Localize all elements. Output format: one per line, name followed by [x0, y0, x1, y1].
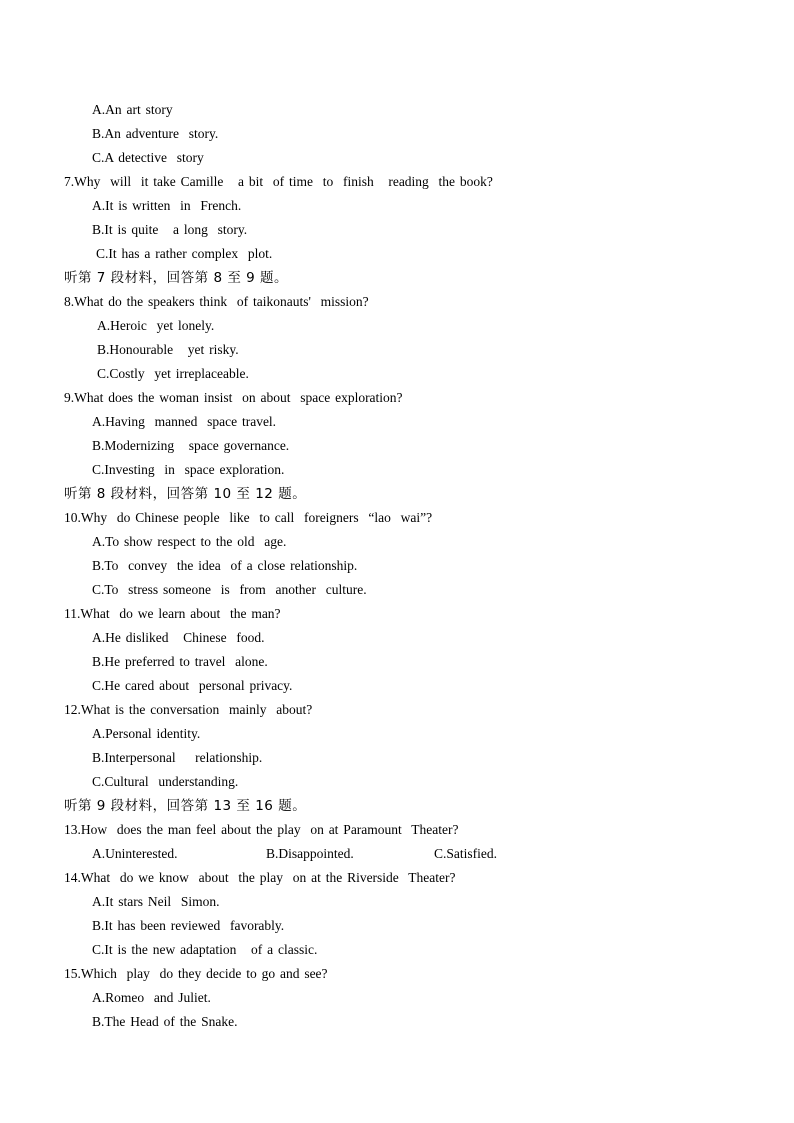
question-9: 9.What does the woman insist on about space exploration?	[64, 390, 403, 405]
q11-option-c: C.He cared about personal privacy.	[92, 678, 293, 693]
section-header-7	[64, 266, 288, 290]
q7-option-c: C.It has a rather complex plot.	[96, 246, 273, 261]
question-13: 13.How does the man feel about the play on at Paramount Theater?	[64, 822, 459, 837]
q10-option-b: B.To convey the idea of a close relationship.	[92, 558, 358, 573]
q9-option-a: A.Having manned space travel.	[92, 414, 277, 429]
q15-option-b: B.The Head of the Snake.	[92, 1014, 238, 1029]
q12-option-a: A.Personal identity.	[92, 726, 201, 741]
q9-option-c: C.Investing in space exploration.	[92, 462, 285, 477]
q9-option-b: B.Modernizing space governance.	[92, 438, 290, 453]
q14-option-b: B.It has been reviewed favorably.	[92, 918, 285, 933]
q8-option-b: B.Honourable yet risky.	[97, 342, 239, 357]
q12-option-c: C.Cultural understanding.	[92, 774, 239, 789]
question-7: 7.Why will it take Camille a bit of time to finish reading the book?	[64, 174, 493, 189]
q14-option-c: C.It is the new adaptation of a classic.	[92, 942, 318, 957]
q8-option-c: C.Costly yet irreplaceable.	[97, 366, 249, 381]
section-header-9-text: 听第 9 段材料，回答第 13 至 16 题。	[64, 798, 307, 814]
q6-option-a: A.An art story	[92, 102, 173, 117]
q6-option-c: C.A detective story	[92, 150, 204, 165]
q15-option-a: A.Romeo and Juliet.	[92, 990, 211, 1005]
q12-option-b: B.Interpersonal relationship.	[92, 750, 263, 765]
q13-option-c: C.Satisfied.	[434, 846, 497, 861]
question-15: 15.Which play do they decide to go and see?	[64, 966, 328, 981]
q7-option-b: B.It is quite a long story.	[92, 222, 248, 237]
q10-option-c: C.To stress someone is from another culture.	[92, 582, 367, 597]
question-14: 14.What do we know about the play on at the Riverside Theater?	[64, 870, 456, 885]
q10-option-a: A.To show respect to the old age.	[92, 534, 287, 549]
q13-option-b: B.Disappointed.	[266, 846, 354, 861]
section-header-8	[64, 482, 306, 506]
q8-option-a: A.Heroic yet lonely.	[97, 318, 215, 333]
q11-option-b: B.He preferred to travel alone.	[92, 654, 268, 669]
question-8: 8.What do the speakers think of taikonauts' mission?	[64, 294, 369, 309]
section-header-8-text: 听第 8 段材料，回答第 10 至 12 题。	[64, 486, 307, 502]
q13-option-a: A.Uninterested.	[92, 846, 178, 861]
question-11: 11.What do we learn about the man?	[64, 606, 281, 621]
section-header-9	[64, 794, 306, 818]
q11-option-a: A.He disliked Chinese food.	[92, 630, 265, 645]
q7-option-a: A.It is written in French.	[92, 198, 242, 213]
section-header-7-text: 听第 7 段材料，回答第 8 至 9 题。	[64, 270, 289, 286]
question-10: 10.Why do Chinese people like to call foreigners “lao wai”?	[64, 510, 433, 525]
question-12: 12.What is the conversation mainly about?	[64, 702, 313, 717]
q6-option-b: B.An adventure story.	[92, 126, 219, 141]
q14-option-a: A.It stars Neil Simon.	[92, 894, 220, 909]
